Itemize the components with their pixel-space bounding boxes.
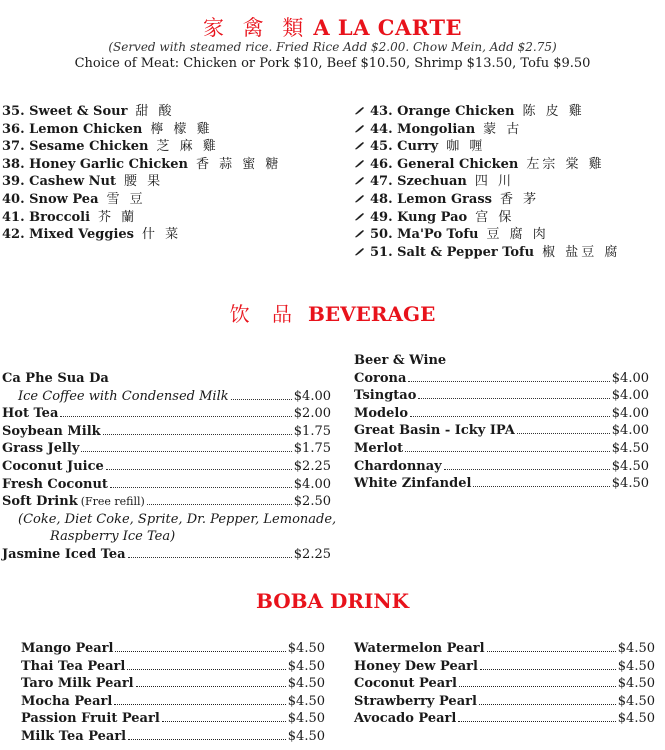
item-price: $4.50 <box>617 641 655 656</box>
chili-pepper-icon <box>354 209 370 227</box>
item-price: $2.50 <box>293 494 331 510</box>
item-name: Soybean Milk <box>2 423 101 439</box>
dot-leader <box>106 469 292 470</box>
menu-row <box>354 475 649 493</box>
menu-row <box>2 493 331 511</box>
chili-pepper-icon <box>354 121 370 139</box>
chili-pepper-icon <box>354 226 370 244</box>
dot-leader <box>444 469 610 470</box>
ala-carte-title-en: A LA CARTE <box>313 15 463 40</box>
item-name: Strawberry Pearl <box>354 693 477 709</box>
menu-row <box>354 440 649 458</box>
menu-item <box>354 173 620 191</box>
item-name: 45. Curry <box>370 139 439 155</box>
beverage-title-cn: 饮 品 <box>229 302 300 326</box>
dot-leader <box>81 451 291 452</box>
item-price: $2.25 <box>293 458 331 474</box>
chili-pepper-icon <box>354 138 370 156</box>
item-name: Coconut Pearl <box>354 676 457 692</box>
item-name-cn: 左宗 棠 雞 <box>526 156 605 172</box>
item-name: 49. Kung Pao <box>370 209 468 225</box>
item-name: Avocado Pearl <box>354 711 457 727</box>
item-name: Coconut Juice <box>2 458 104 474</box>
item-price: $4.50 <box>287 676 325 692</box>
item-name: 36. Lemon Chicken <box>2 121 143 137</box>
menu-row <box>354 458 649 476</box>
menu-item <box>2 138 281 156</box>
menu-row <box>2 458 331 476</box>
menu-row <box>354 387 649 405</box>
boba-title: BOBA DRINK <box>255 589 410 613</box>
soft-drink-options-line2: Raspberry Ice Tea) <box>50 529 176 545</box>
item-price: $1.75 <box>293 441 331 457</box>
dot-leader <box>480 669 616 670</box>
menu-item <box>2 173 281 191</box>
chili-pepper-icon <box>354 103 370 121</box>
item-name: 43. Orange Chicken <box>370 104 515 119</box>
item-name-cn: 陈 皮 雞 <box>522 104 585 119</box>
dot-leader <box>147 504 292 505</box>
item-price: $4.50 <box>287 693 325 709</box>
item-price: $4.00 <box>293 388 331 404</box>
dot-leader <box>473 486 609 487</box>
boba-right-column <box>354 640 655 728</box>
meat-choice: Choice of Meat: Chicken or Pork $10, Beef $10.50, Shrimp $13.50, Tofu $9.50 <box>74 56 591 71</box>
item-name: Fresh Coconut <box>2 476 108 492</box>
item-name: Ice Coffee with Condensed Milk <box>18 388 229 404</box>
item-name: 41. Broccoli <box>2 209 91 225</box>
item-price: $4.50 <box>611 440 649 456</box>
dot-leader <box>487 651 616 652</box>
item-name: 46. General Chicken <box>370 156 519 172</box>
item-price: $1.75 <box>293 423 331 439</box>
item-name: Watermelon Pearl <box>354 641 485 656</box>
item-name: 39. Cashew Nut <box>2 174 117 190</box>
menu-row <box>354 422 649 440</box>
chili-pepper-icon <box>354 156 370 174</box>
menu-row <box>2 476 331 494</box>
chili-pepper-icon <box>354 173 370 191</box>
dot-leader <box>128 557 292 558</box>
item-name: Passion Fruit Pearl <box>21 711 160 727</box>
beverage-left-items <box>2 405 331 493</box>
menu-item <box>354 244 620 262</box>
ala-carte-title <box>0 12 665 42</box>
menu-row <box>354 370 649 388</box>
menu-item <box>354 209 620 227</box>
dot-leader <box>114 704 285 705</box>
item-name-cn: 雪 豆 <box>106 191 146 207</box>
menu-row <box>21 675 325 693</box>
dot-leader <box>418 398 609 399</box>
item-price: $2.25 <box>293 546 331 562</box>
dot-leader <box>103 434 292 435</box>
item-name: Merlot <box>354 440 404 456</box>
item-name-cn: 宫 保 <box>475 209 515 225</box>
item-name: Taro Milk Pearl <box>21 676 134 692</box>
item-price: $4.50 <box>287 711 325 727</box>
boba-left-column <box>21 640 325 746</box>
item-name-cn: 椒 盐豆 腐 <box>542 244 621 260</box>
beer-wine-items <box>354 370 649 493</box>
menu-item <box>354 138 620 156</box>
menu-row <box>21 640 325 658</box>
item-name: Honey Dew Pearl <box>354 658 478 674</box>
ala-carte-left-list <box>2 103 281 244</box>
item-name-cn: 四 川 <box>474 174 515 190</box>
ala-carte-right-list <box>354 103 620 261</box>
menu-item <box>354 191 620 209</box>
dot-leader <box>459 686 616 687</box>
menu-row <box>2 440 331 458</box>
item-name-cn: 檸 檬 雞 <box>150 121 213 137</box>
dot-leader <box>162 721 286 722</box>
item-name: Grass Jelly <box>2 441 80 457</box>
item-price: $4.50 <box>611 476 649 492</box>
menu-row <box>354 405 649 423</box>
menu-row <box>354 693 655 711</box>
ala-carte-title-cn: 家 禽 類 <box>202 16 310 40</box>
item-price: $4.00 <box>611 388 649 404</box>
item-name: 38. Honey Garlic Chicken <box>2 156 188 172</box>
item-price: $4.00 <box>293 476 331 492</box>
menu-item <box>2 103 281 121</box>
item-name: White Zinfandel <box>354 476 472 492</box>
dot-leader <box>458 721 615 722</box>
dot-leader <box>110 487 292 488</box>
beverage-right-column <box>354 352 649 493</box>
item-name-cn: 什 菜 <box>141 227 182 243</box>
item-price: $4.00 <box>611 370 649 386</box>
item-name: Tsingtao <box>354 388 417 404</box>
item-name: Chardonnay <box>354 458 442 474</box>
item-price: $4.50 <box>617 711 655 727</box>
dot-leader <box>517 433 610 434</box>
soft-drink-options-line1: (Coke, Diet Coke, Sprite, Dr. Pepper, Lemonade, <box>18 511 337 527</box>
item-name: Soft Drink <box>2 494 78 510</box>
item-price: $4.50 <box>611 458 649 474</box>
dot-leader <box>115 651 285 652</box>
chili-pepper-icon <box>354 191 370 209</box>
item-name-cn: 腰 果 <box>124 174 164 190</box>
item-name-cn: 芥 蘭 <box>98 209 138 225</box>
ala-carte-note: (Served with steamed rice. Fried Rice Add $2.00. Chow Mein, Add $2.75) <box>108 40 557 54</box>
item-name-cn: 咖 喱 <box>446 139 486 155</box>
dot-leader <box>410 416 610 417</box>
item-name: 44. Mongolian <box>370 121 476 137</box>
menu-item <box>2 156 281 174</box>
item-name-cn: 蒙 古 <box>483 121 523 137</box>
dot-leader <box>408 381 609 382</box>
item-name: Hot Tea <box>2 406 59 422</box>
menu-row <box>2 423 331 441</box>
item-price: $4.50 <box>287 728 325 744</box>
item-note: (Free refill) <box>80 495 145 509</box>
menu-row <box>2 388 331 406</box>
dot-leader <box>405 451 610 452</box>
dot-leader <box>128 739 286 740</box>
dot-leader <box>136 686 286 687</box>
beverage-left-column <box>2 370 337 564</box>
item-name: Great Basin - Icky IPA <box>354 423 515 439</box>
item-name-cn: 香 茅 <box>499 191 540 207</box>
item-name: 50. Ma'Po Tofu <box>370 227 479 243</box>
menu-row <box>2 546 331 564</box>
item-name: Mocha Pearl <box>21 693 113 709</box>
item-name: 51. Salt & Pepper Tofu <box>370 244 535 260</box>
dot-leader <box>231 399 292 400</box>
item-name-cn: 芝 麻 雞 <box>156 139 219 155</box>
item-name-cn: 香 蒜 蜜 糖 <box>195 156 282 172</box>
chili-pepper-icon <box>354 244 370 262</box>
item-price: $4.50 <box>287 641 325 656</box>
item-name-cn: 甜 酸 <box>135 104 175 119</box>
item-name: 37. Sesame Chicken <box>2 139 149 155</box>
dot-leader <box>60 416 291 417</box>
item-name: Thai Tea Pearl <box>21 658 126 674</box>
item-name: 40. Snow Pea <box>2 191 99 207</box>
menu-item <box>2 191 281 209</box>
item-name: Jasmine Iced Tea <box>2 546 126 562</box>
menu-row <box>354 675 655 693</box>
dot-leader <box>127 669 285 670</box>
beverage-title <box>0 298 665 327</box>
item-name: 47. Szechuan <box>370 174 467 190</box>
item-name: 35. Sweet & Sour <box>2 104 128 119</box>
item-name: 42. Mixed Veggies <box>2 227 134 243</box>
menu-row <box>21 658 325 676</box>
menu-row <box>354 710 655 728</box>
menu-item <box>2 226 281 244</box>
item-price: $4.00 <box>611 423 649 439</box>
menu-item <box>354 156 620 174</box>
beverage-title-en: BEVERAGE <box>307 302 436 326</box>
ca-phe-sua-da: Ca Phe Sua Da <box>2 371 109 386</box>
menu-item <box>354 121 620 139</box>
item-price: $4.00 <box>611 405 649 421</box>
item-price: $4.50 <box>617 676 655 692</box>
item-price: $2.00 <box>293 406 331 422</box>
item-name: Corona <box>354 370 407 386</box>
menu-row <box>354 658 655 676</box>
beer-wine-heading: Beer & Wine <box>354 353 447 368</box>
menu-row <box>21 693 325 711</box>
item-price: $4.50 <box>287 658 325 674</box>
item-name: Modelo <box>354 405 409 421</box>
menu-item <box>2 121 281 139</box>
menu-item <box>2 209 281 227</box>
item-price: $4.50 <box>617 693 655 709</box>
menu-row <box>21 728 325 746</box>
item-name-cn: 豆 腐 肉 <box>486 227 549 243</box>
menu-item <box>354 226 620 244</box>
menu-row <box>2 405 331 423</box>
item-name: Milk Tea Pearl <box>21 728 127 744</box>
menu-item <box>354 103 620 121</box>
item-price: $4.50 <box>617 658 655 674</box>
item-name: Mango Pearl <box>21 641 114 656</box>
menu-row <box>354 640 655 658</box>
menu-row <box>21 710 325 728</box>
item-name: 48. Lemon Grass <box>370 191 492 207</box>
dot-leader <box>479 704 616 705</box>
